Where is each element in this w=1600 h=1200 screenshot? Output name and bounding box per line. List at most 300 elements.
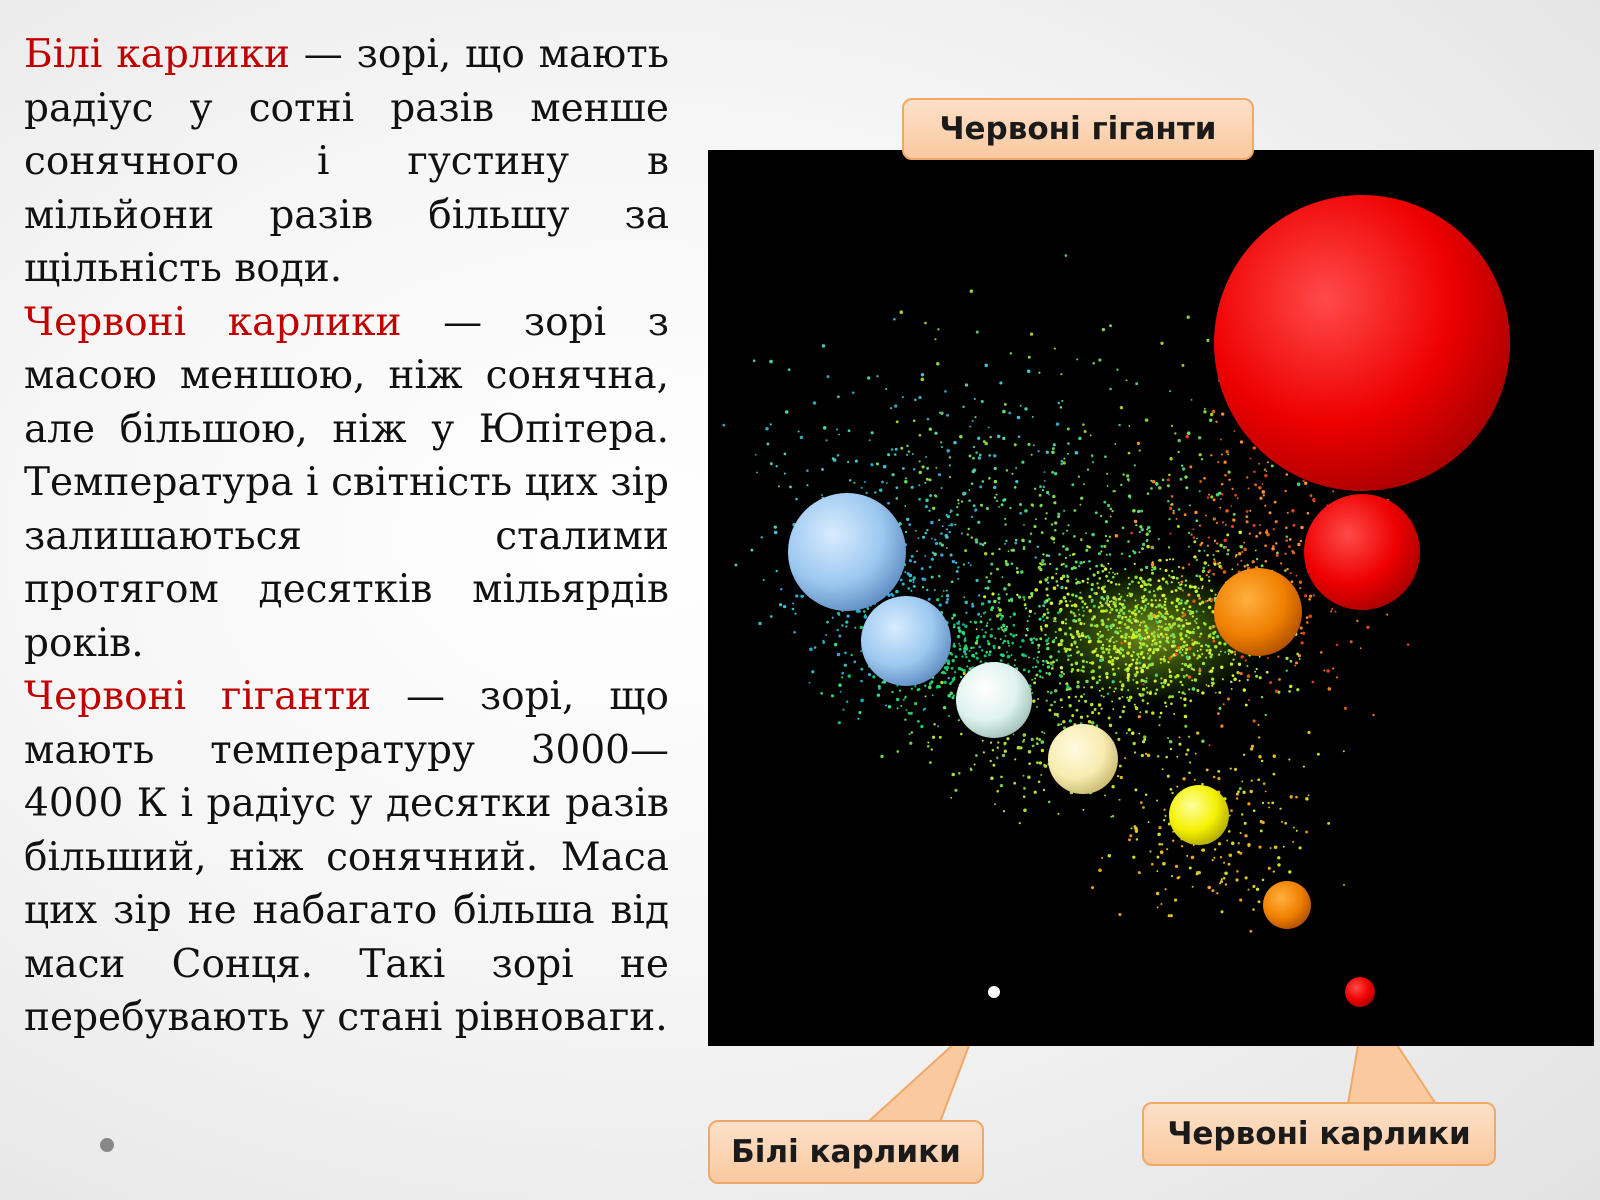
background-star-8 <box>1113 490 1115 492</box>
background-star-8 <box>1169 390 1171 392</box>
background-star-4 <box>806 484 808 486</box>
background-star-0 <box>1006 626 1008 628</box>
background-star-5 <box>1221 483 1224 486</box>
background-star-4 <box>999 381 1002 384</box>
background-star-7 <box>1138 733 1140 735</box>
background-star-4 <box>949 464 951 466</box>
background-star-0 <box>1132 659 1135 662</box>
background-star-6 <box>1292 841 1294 843</box>
background-star-6 <box>1124 757 1126 759</box>
background-star-1 <box>1118 424 1120 426</box>
background-star-1 <box>1131 580 1134 583</box>
background-star-3 <box>761 536 763 538</box>
background-star-4 <box>883 465 887 469</box>
background-star-0 <box>1185 619 1187 621</box>
background-star-1 <box>1271 464 1274 467</box>
background-star-3 <box>923 709 925 711</box>
background-star-6 <box>1163 819 1165 821</box>
background-star-5 <box>1152 480 1155 483</box>
background-star-7 <box>1023 809 1027 813</box>
background-star-6 <box>1133 825 1136 828</box>
background-star-1 <box>1010 598 1013 601</box>
background-star-0 <box>1042 677 1044 679</box>
background-star-2 <box>989 634 992 637</box>
background-star-7 <box>992 764 995 767</box>
background-star-0 <box>1119 630 1121 632</box>
background-star-0 <box>1256 668 1258 670</box>
background-star-0 <box>1144 598 1147 601</box>
background-star-0 <box>1231 688 1233 690</box>
background-star-0 <box>1100 550 1102 552</box>
background-star-0 <box>1067 659 1069 661</box>
background-star-1 <box>1121 553 1123 555</box>
background-star-1 <box>1109 553 1112 556</box>
background-star-0 <box>1057 584 1059 586</box>
background-star-1 <box>1062 532 1064 534</box>
background-star-4 <box>1046 451 1049 454</box>
background-star-5 <box>1292 551 1295 554</box>
background-star-1 <box>1176 577 1179 580</box>
background-star-6 <box>1171 875 1173 877</box>
background-star-0 <box>1198 550 1201 553</box>
background-star-1 <box>1018 596 1021 599</box>
background-star-0 <box>1138 629 1141 632</box>
background-star-0 <box>1065 600 1068 603</box>
background-star-2 <box>954 671 956 673</box>
background-star-3 <box>957 566 959 568</box>
background-star-8 <box>1010 549 1013 552</box>
background-star-4 <box>1002 437 1005 440</box>
background-star-0 <box>1108 645 1110 647</box>
background-star-0 <box>1206 649 1209 652</box>
background-star-7 <box>1082 809 1084 811</box>
background-star-0 <box>1168 546 1170 548</box>
background-star-5 <box>1262 490 1266 494</box>
background-star-4 <box>1018 435 1021 438</box>
background-star-0 <box>1178 602 1181 605</box>
background-star-3 <box>780 588 782 590</box>
background-star-2 <box>1066 685 1069 688</box>
background-star-0 <box>1137 581 1140 584</box>
background-star-0 <box>1163 656 1165 658</box>
background-star-1 <box>1063 510 1065 512</box>
background-star-5 <box>1259 524 1261 526</box>
background-star-4 <box>1017 416 1020 419</box>
background-star-1 <box>1080 497 1083 500</box>
background-star-3 <box>987 600 990 603</box>
background-star-5 <box>1189 465 1192 468</box>
background-star-6 <box>1149 850 1151 852</box>
background-star-2 <box>1046 643 1048 645</box>
background-star-7 <box>1003 810 1005 812</box>
background-star-5 <box>1183 613 1186 616</box>
background-star-8 <box>1014 443 1017 446</box>
background-star-4 <box>934 432 937 435</box>
background-star-4 <box>925 532 928 535</box>
background-star-8 <box>934 494 937 497</box>
background-star-0 <box>1206 554 1209 557</box>
background-star-2 <box>872 675 875 678</box>
background-star-0 <box>1137 604 1139 606</box>
background-star-0 <box>1245 704 1248 707</box>
background-star-7 <box>927 745 930 748</box>
background-star-4 <box>769 360 773 364</box>
background-star-0 <box>1109 606 1111 608</box>
background-star-2 <box>984 654 987 657</box>
background-star-2 <box>1007 642 1009 644</box>
background-star-2 <box>897 707 899 709</box>
background-star-1 <box>990 563 993 566</box>
background-star-2 <box>914 685 916 687</box>
background-star-5 <box>1309 614 1313 618</box>
background-star-3 <box>867 607 870 610</box>
background-star-1 <box>925 499 929 503</box>
background-star-0 <box>1109 656 1112 659</box>
background-star-7 <box>1146 691 1148 693</box>
background-star-0 <box>1181 668 1184 671</box>
background-star-0 <box>1195 590 1199 594</box>
background-star-7 <box>1060 723 1062 725</box>
background-star-1 <box>1138 661 1141 664</box>
background-star-0 <box>1125 663 1127 665</box>
background-star-4 <box>1019 503 1022 506</box>
background-star-0 <box>1182 649 1184 651</box>
background-star-1 <box>1046 647 1049 650</box>
background-star-0 <box>1164 601 1166 603</box>
background-star-1 <box>1015 634 1017 636</box>
background-star-0 <box>1142 642 1145 645</box>
background-star-6 <box>1164 888 1166 890</box>
background-star-3 <box>902 583 905 586</box>
background-star-5 <box>1245 659 1247 661</box>
background-star-2 <box>991 606 994 609</box>
definition-red-giants: — зорі, що мають температуру 3000—4000 К і радіус у десятки разів більший, ніж сонячний. Маса цих зір не набагато більша від маси Сонця. Такі зорі не перебувають у стані рівноваги. <box>24 674 669 1040</box>
background-star-1 <box>1216 635 1219 638</box>
background-star-3 <box>826 621 829 624</box>
background-star-6 <box>1256 888 1259 891</box>
background-star-6 <box>1245 876 1248 879</box>
background-star-4 <box>1020 405 1022 407</box>
background-star-1 <box>1052 495 1055 498</box>
background-star-5 <box>1194 511 1197 514</box>
background-star-0 <box>1184 715 1188 719</box>
background-star-3 <box>907 587 910 590</box>
background-star-6 <box>1142 806 1145 809</box>
background-star-5 <box>1210 454 1212 456</box>
background-star-1 <box>1054 472 1057 475</box>
background-star-1 <box>1051 471 1054 474</box>
background-star-3 <box>909 579 912 582</box>
background-star-7 <box>1048 801 1051 804</box>
background-star-4 <box>890 407 892 409</box>
background-star-5 <box>1253 446 1256 449</box>
background-star-4 <box>1024 407 1027 410</box>
background-star-0 <box>1212 631 1215 634</box>
background-star-0 <box>1051 667 1054 670</box>
background-star-6 <box>1195 753 1197 755</box>
background-star-8 <box>1266 470 1268 472</box>
background-star-0 <box>1109 687 1111 689</box>
background-star-1 <box>1114 630 1118 634</box>
background-star-3 <box>794 613 796 615</box>
background-star-4 <box>1053 443 1056 446</box>
background-star-2 <box>838 683 842 687</box>
background-star-7 <box>960 733 963 736</box>
background-star-0 <box>1141 596 1144 599</box>
background-star-0 <box>1078 700 1080 702</box>
background-star-0 <box>1078 618 1081 621</box>
background-star-1 <box>1023 599 1025 601</box>
background-star-7 <box>1183 675 1186 678</box>
background-star-0 <box>1184 663 1187 666</box>
background-star-1 <box>1088 560 1091 563</box>
background-star-4 <box>1008 412 1011 415</box>
background-star-2 <box>1011 642 1014 645</box>
background-star-0 <box>1035 674 1038 677</box>
background-star-2 <box>953 676 955 678</box>
background-star-2 <box>1053 639 1055 641</box>
background-star-0 <box>1155 599 1157 601</box>
background-star-6 <box>1189 867 1192 870</box>
background-star-3 <box>964 601 967 604</box>
background-star-2 <box>1042 664 1044 666</box>
background-star-6 <box>1156 892 1160 896</box>
background-star-8 <box>1147 579 1149 581</box>
background-star-4 <box>852 391 855 394</box>
background-star-0 <box>1128 636 1130 638</box>
background-star-0 <box>1075 696 1077 698</box>
background-star-0 <box>1151 643 1154 646</box>
background-star-0 <box>1121 617 1123 619</box>
background-star-0 <box>1232 674 1235 677</box>
background-star-0 <box>1127 626 1130 629</box>
background-star-5 <box>1212 573 1215 576</box>
background-star-8 <box>1063 461 1066 464</box>
background-star-6 <box>1214 848 1216 850</box>
background-star-0 <box>1156 688 1159 691</box>
background-star-0 <box>1153 631 1156 634</box>
background-star-7 <box>1090 686 1093 689</box>
background-star-0 <box>1126 667 1129 670</box>
background-star-0 <box>1219 642 1222 645</box>
background-star-5 <box>1254 483 1257 486</box>
background-star-6 <box>1236 797 1238 799</box>
background-star-0 <box>1086 715 1088 717</box>
background-star-1 <box>1133 551 1136 554</box>
background-star-1 <box>1096 681 1099 684</box>
background-star-5 <box>1198 669 1201 672</box>
background-star-3 <box>775 570 777 572</box>
background-star-5 <box>1259 497 1262 500</box>
background-star-1 <box>943 706 946 709</box>
background-star-0 <box>1132 631 1135 634</box>
background-star-0 <box>1116 627 1118 629</box>
background-star-0 <box>1184 693 1186 695</box>
background-star-7 <box>958 719 960 721</box>
background-star-2 <box>951 667 954 670</box>
background-star-0 <box>1119 627 1121 629</box>
background-star-8 <box>936 362 940 366</box>
background-star-3 <box>838 613 840 615</box>
background-star-6 <box>1212 859 1214 861</box>
background-star-5 <box>1264 469 1266 471</box>
background-star-1 <box>993 600 996 603</box>
background-star-0 <box>1140 585 1144 589</box>
background-star-5 <box>1182 589 1184 591</box>
background-star-8 <box>1065 254 1068 257</box>
background-star-6 <box>1189 761 1191 763</box>
background-star-3 <box>793 631 796 634</box>
background-star-4 <box>756 472 758 474</box>
background-star-3 <box>924 555 926 557</box>
background-star-7 <box>932 736 935 739</box>
background-star-4 <box>823 426 827 430</box>
background-star-5 <box>1265 531 1268 534</box>
background-star-0 <box>1113 641 1115 643</box>
background-star-4 <box>941 487 943 489</box>
background-star-6 <box>1244 822 1247 825</box>
background-star-0 <box>1099 679 1101 681</box>
background-star-0 <box>1136 681 1139 684</box>
background-star-0 <box>1134 673 1138 677</box>
background-star-4 <box>1037 450 1039 452</box>
background-star-4 <box>981 400 984 403</box>
background-star-5 <box>1386 614 1388 616</box>
background-star-6 <box>1202 848 1206 852</box>
background-star-0 <box>1120 596 1122 598</box>
background-star-8 <box>1079 504 1081 506</box>
background-star-2 <box>1014 659 1016 661</box>
background-star-0 <box>1172 624 1175 627</box>
background-star-7 <box>1084 700 1087 703</box>
background-star-2 <box>966 665 968 667</box>
background-star-6 <box>1228 830 1231 833</box>
background-star-2 <box>1019 646 1021 648</box>
background-star-2 <box>858 711 861 714</box>
background-star-8 <box>968 489 970 491</box>
background-star-5 <box>1246 510 1249 513</box>
background-star-1 <box>1202 611 1204 613</box>
background-star-1 <box>1120 484 1122 486</box>
background-star-8 <box>1204 408 1206 410</box>
background-star-4 <box>887 453 890 456</box>
background-star-5 <box>1269 681 1272 684</box>
background-star-1 <box>1091 533 1095 537</box>
background-star-2 <box>1028 615 1030 617</box>
background-star-5 <box>1203 477 1206 480</box>
background-star-6 <box>1219 882 1221 884</box>
background-star-0 <box>1127 587 1129 589</box>
background-star-7 <box>1047 691 1049 693</box>
background-star-4 <box>775 465 777 467</box>
background-star-5 <box>1208 536 1210 538</box>
background-star-4 <box>845 625 847 627</box>
background-star-5 <box>1330 610 1332 612</box>
background-star-0 <box>1214 594 1216 596</box>
background-star-0 <box>1171 656 1173 658</box>
background-star-0 <box>1082 580 1085 583</box>
background-star-0 <box>1046 608 1048 610</box>
background-star-6 <box>1263 782 1266 785</box>
background-star-6 <box>1244 834 1247 837</box>
background-star-8 <box>996 568 999 571</box>
background-star-0 <box>1188 605 1191 608</box>
background-star-0 <box>1102 651 1105 654</box>
background-star-1 <box>1099 659 1103 663</box>
background-star-4 <box>918 396 921 399</box>
background-star-6 <box>1277 863 1280 866</box>
background-star-1 <box>1147 492 1150 495</box>
background-star-7 <box>1036 737 1039 740</box>
background-star-2 <box>860 626 863 629</box>
background-star-4 <box>925 505 928 508</box>
background-star-4 <box>1014 542 1017 545</box>
background-star-6 <box>1223 877 1226 880</box>
background-star-5 <box>1277 655 1279 657</box>
background-star-0 <box>1047 577 1049 579</box>
background-star-1 <box>1030 592 1034 596</box>
background-star-2 <box>1021 639 1024 642</box>
background-star-6 <box>1247 802 1250 805</box>
background-star-0 <box>1189 586 1192 589</box>
background-star-1 <box>1179 587 1182 590</box>
background-star-1 <box>986 507 989 510</box>
background-star-2 <box>1067 655 1070 658</box>
background-star-1 <box>904 480 907 483</box>
background-star-0 <box>1111 600 1113 602</box>
background-star-1 <box>1039 494 1042 497</box>
background-star-3 <box>864 615 868 619</box>
background-star-2 <box>997 627 1000 630</box>
background-star-0 <box>1288 690 1291 693</box>
background-star-2 <box>987 640 989 642</box>
background-star-6 <box>1138 871 1141 874</box>
background-star-0 <box>1101 688 1104 691</box>
background-star-1 <box>1155 674 1158 677</box>
background-star-0 <box>1159 640 1162 643</box>
background-star-8 <box>919 460 921 462</box>
background-star-0 <box>1119 608 1123 612</box>
background-star-1 <box>1040 504 1042 506</box>
background-star-0 <box>1107 579 1110 582</box>
background-star-5 <box>1323 670 1325 672</box>
background-star-1 <box>1049 563 1051 565</box>
background-star-0 <box>1208 598 1210 600</box>
background-star-4 <box>734 564 737 567</box>
background-star-1 <box>1034 488 1036 490</box>
background-star-2 <box>981 629 983 631</box>
background-star-8 <box>984 552 987 555</box>
background-star-3 <box>832 617 834 619</box>
background-star-2 <box>1007 655 1011 659</box>
background-star-0 <box>1111 662 1114 665</box>
background-star-4 <box>988 454 991 457</box>
background-star-0 <box>1110 581 1113 584</box>
background-star-6 <box>1224 872 1228 876</box>
background-star-6 <box>1260 829 1263 832</box>
background-star-2 <box>838 721 841 724</box>
background-star-7 <box>1109 724 1112 727</box>
background-star-5 <box>1271 548 1274 551</box>
background-star-0 <box>1164 607 1167 610</box>
background-star-7 <box>969 667 972 670</box>
background-star-1 <box>981 480 984 483</box>
background-star-8 <box>1227 549 1230 552</box>
background-star-0 <box>1130 636 1133 639</box>
background-star-8 <box>1198 436 1201 439</box>
background-star-5 <box>1233 651 1236 654</box>
background-star-0 <box>1193 628 1195 630</box>
